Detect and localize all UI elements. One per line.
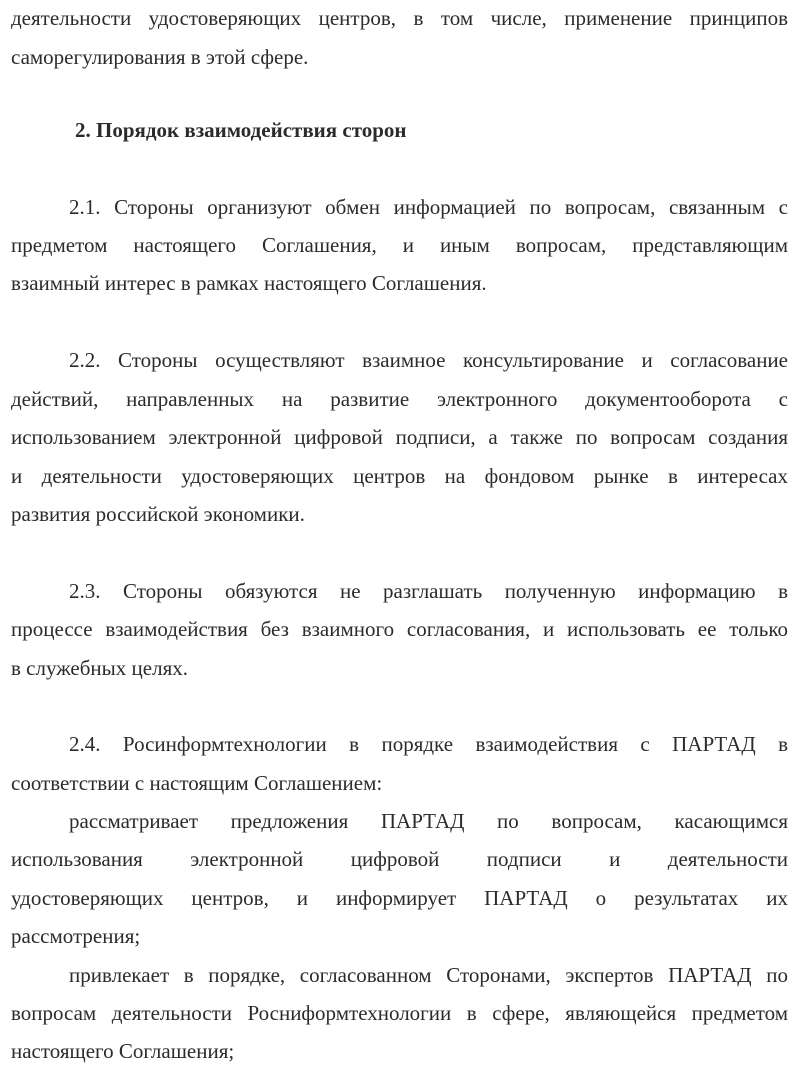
paragraph-2-4-line: использования электронной цифровой подписи и деятельности bbox=[11, 847, 788, 871]
paragraph-2-2-line: использованием электронной цифровой подписи, а также по вопросам создания bbox=[11, 425, 788, 449]
intro-line: деятельности удостоверяющих центров, в том числе, применение принципов bbox=[11, 6, 788, 30]
paragraph-2-2-line: действий, направленных на развитие электронного документооборота с bbox=[11, 387, 788, 411]
paragraph-2-2-line: и деятельности удостоверяющих центров на фондовом рынке в интересах bbox=[11, 464, 788, 488]
section-heading: 2. Порядок взаимодействия сторон bbox=[75, 118, 407, 142]
paragraph-2-3-line: процессе взаимодействия без взаимного согласования, и использовать ее только bbox=[11, 617, 788, 641]
paragraph-2-1-line: 2.1. Стороны организуют обмен информацией по вопросам, связанным с bbox=[69, 195, 788, 219]
paragraph-2-3-line: 2.3. Стороны обязуются не разглашать полученную информацию в bbox=[69, 579, 788, 603]
paragraph-2-3-line: в служебных целях. bbox=[11, 656, 188, 680]
paragraph-2-2-line: развития российской экономики. bbox=[11, 502, 305, 526]
paragraph-2-4-line: привлекает в порядке, согласованном Сторонами, экспертов ПАРТАД по bbox=[69, 963, 788, 987]
paragraph-2-4-line: рассмотрения; bbox=[11, 924, 141, 948]
intro-line: саморегулирования в этой сфере. bbox=[11, 45, 309, 69]
paragraph-2-4-line: настоящего Соглашения; bbox=[11, 1039, 235, 1063]
paragraph-2-4-line: вопросам деятельности Росниформтехнологии в сфере, являющейся предметом bbox=[11, 1001, 788, 1025]
paragraph-2-4-line: соответствии с настоящим Соглашением: bbox=[11, 771, 383, 795]
paragraph-2-1-line: взаимный интерес в рамках настоящего Соглашения. bbox=[11, 271, 487, 295]
paragraph-2-4-line: рассматривает предложения ПАРТАД по вопросам, касающимся bbox=[69, 809, 788, 833]
paragraph-2-4-line: 2.4. Росинформтехнологии в порядке взаимодействия с ПАРТАД в bbox=[69, 732, 788, 756]
paragraph-2-4-line: удостоверяющих центров, и информирует ПАРТАД о результатах их bbox=[11, 886, 788, 910]
paragraph-2-1-line: предметом настоящего Соглашения, и иным вопросам, представляющим bbox=[11, 233, 788, 257]
paragraph-2-2-line: 2.2. Стороны осуществляют взаимное консультирование и согласование bbox=[69, 348, 788, 372]
